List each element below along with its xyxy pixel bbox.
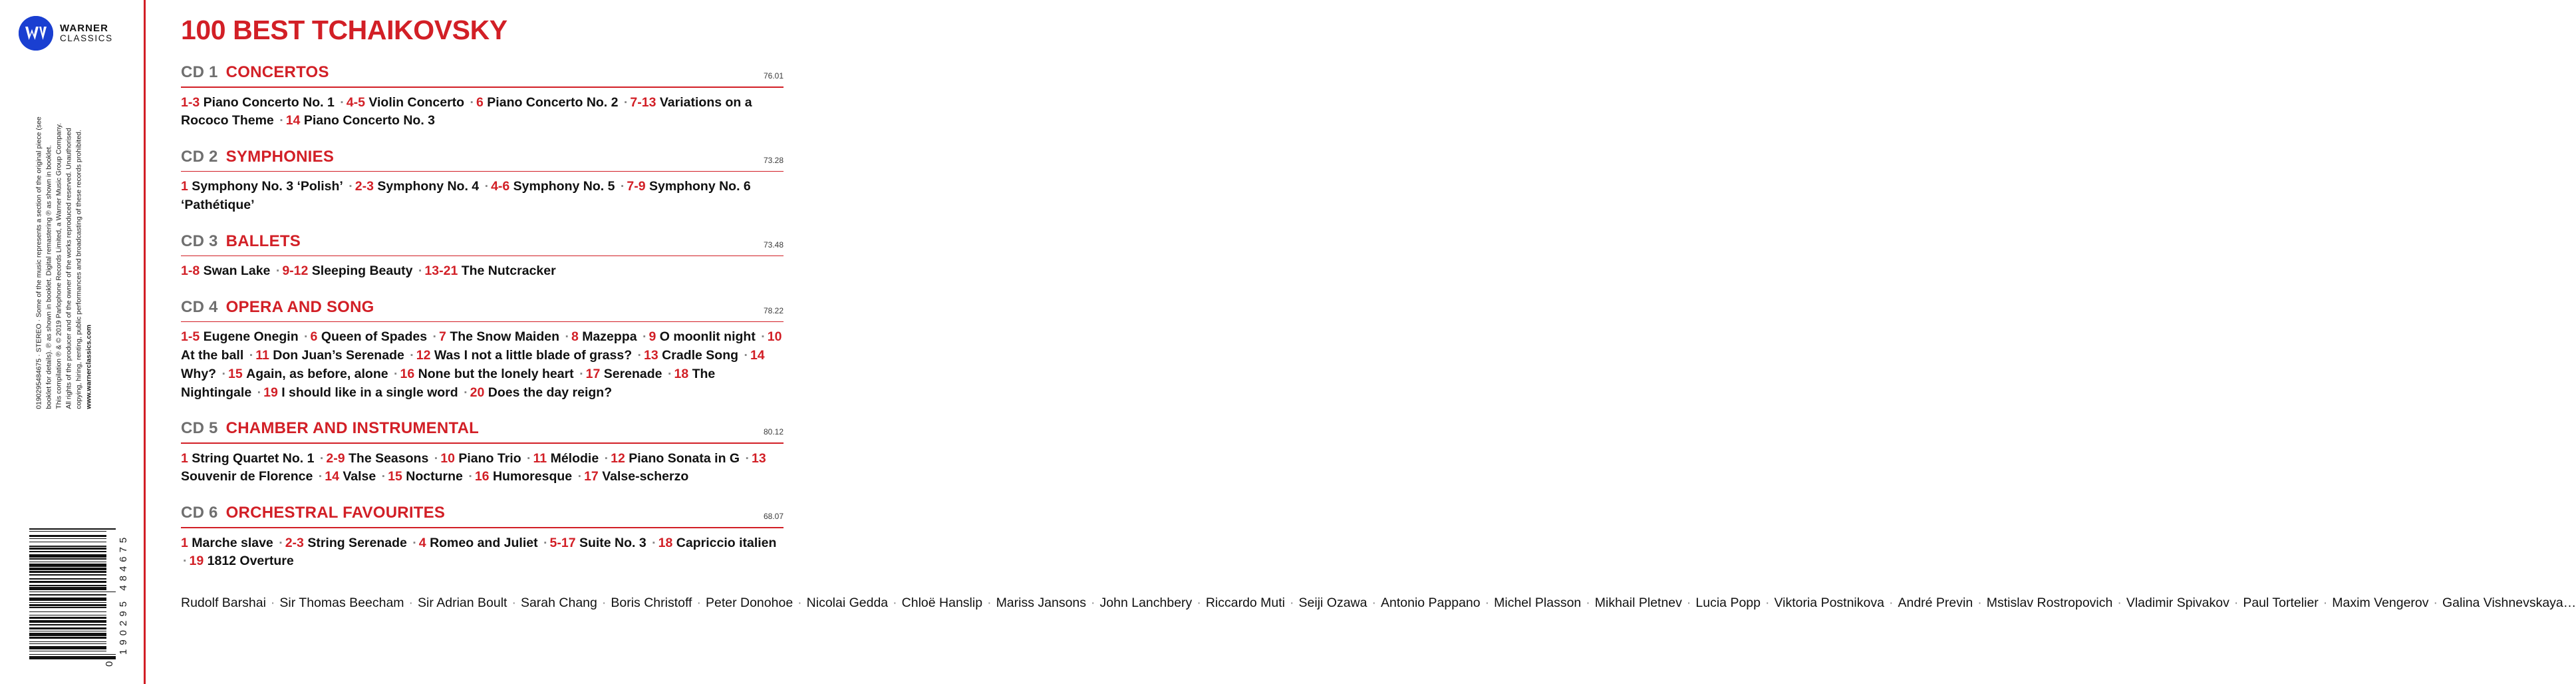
disc-block bbox=[181, 298, 784, 402]
disc-header bbox=[181, 232, 784, 251]
artist-name: Sarah Chang bbox=[520, 595, 597, 610]
track-title: Cradle Song bbox=[662, 348, 739, 363]
track-number: 12 bbox=[416, 348, 431, 363]
disc-duration: 80.12 bbox=[763, 427, 784, 437]
artist-separator: · bbox=[2233, 595, 2239, 610]
disc-rule bbox=[181, 256, 784, 257]
warner-classics-logo bbox=[19, 16, 113, 51]
artist-separator: · bbox=[2433, 595, 2438, 610]
track-title: The Seasons bbox=[349, 450, 429, 466]
track-separator: · bbox=[275, 263, 281, 279]
legal-line-5: copying, hiring, renting, public performances and broadcasting of these records prohibited. bbox=[74, 130, 82, 409]
track-title: I should like in a single word bbox=[281, 385, 458, 400]
website-text: www.warnerclassics.com bbox=[84, 324, 92, 409]
track-number: 4-5 bbox=[346, 94, 365, 110]
disc-name: ORCHESTRAL FAVOURITES bbox=[225, 504, 446, 522]
track-number: 17 bbox=[584, 469, 599, 484]
track-separator: · bbox=[667, 366, 672, 381]
track-title: Symphony No. 4 bbox=[377, 179, 480, 194]
disc-label: CD 4 bbox=[181, 297, 218, 316]
barcode-bars bbox=[29, 526, 116, 659]
artist-name: Riccardo Muti bbox=[1205, 595, 1286, 610]
track-number: 7 bbox=[439, 329, 446, 345]
track-title: Marche slave bbox=[192, 535, 273, 550]
left-rail bbox=[0, 0, 145, 684]
artist-name: Boris Christoff bbox=[611, 595, 692, 610]
artist-name: Lucia Popp bbox=[1695, 595, 1761, 610]
track-number: 15 bbox=[228, 366, 243, 381]
track-separator: · bbox=[470, 94, 475, 110]
track-number: 1-5 bbox=[181, 329, 200, 345]
disc-rule bbox=[181, 527, 784, 528]
track-number: 18 bbox=[658, 535, 673, 550]
artist-separator: · bbox=[1888, 595, 1894, 610]
artist-name: Rudolf Barshai bbox=[181, 595, 266, 610]
track-separator: · bbox=[412, 535, 417, 550]
track-number: 2-3 bbox=[285, 535, 304, 550]
track-separator: · bbox=[652, 535, 656, 550]
track-title: Valse bbox=[343, 469, 376, 484]
artist-name: Peter Donohoe bbox=[705, 595, 793, 610]
track-title: Variations on a Rococo Theme bbox=[181, 94, 752, 128]
track-number: 10 bbox=[767, 329, 782, 345]
barcode-digits: 190295 484675 bbox=[118, 533, 129, 655]
track-title: Humoresque bbox=[492, 469, 573, 484]
artist-name: Nicolai Gedda bbox=[806, 595, 889, 610]
track-paragraph bbox=[181, 534, 784, 571]
track-title: O moonlit night bbox=[659, 329, 756, 345]
track-title: At the ball bbox=[181, 348, 244, 363]
track-title: Mélodie bbox=[550, 450, 599, 466]
artist-name: Mikhail Pletnev bbox=[1594, 595, 1682, 610]
track-title: Mazeppa bbox=[582, 329, 637, 345]
artist-separator: · bbox=[511, 595, 516, 610]
track-separator: · bbox=[468, 469, 473, 484]
artist-separator: · bbox=[408, 595, 414, 610]
disc-header bbox=[181, 298, 784, 317]
track-title: Romeo and Juliet bbox=[430, 535, 538, 550]
track-title: Symphony No. 3 ‘Polish’ bbox=[192, 179, 343, 194]
track-title: Queen of Spades bbox=[321, 329, 428, 345]
track-number: 20 bbox=[470, 385, 485, 400]
track-paragraph bbox=[181, 178, 784, 214]
track-title: Again, as before, alone bbox=[246, 366, 388, 381]
track-number: 4-6 bbox=[491, 179, 510, 194]
track-number: 7-9 bbox=[627, 179, 646, 194]
disc-block bbox=[181, 504, 784, 571]
legal-line-4: All rights of the producer and of the owner of the works reproduced reserved. Unauthorised bbox=[65, 128, 72, 409]
track-separator: · bbox=[381, 469, 386, 484]
warner-w-icon bbox=[19, 16, 53, 51]
artist-name: Galina Vishnevskaya… bbox=[2442, 595, 2576, 610]
artist-separator: · bbox=[1371, 595, 1376, 610]
artist-name: Chloë Hanslip bbox=[901, 595, 983, 610]
track-separator: · bbox=[464, 385, 468, 400]
track-title: The Snow Maiden bbox=[450, 329, 560, 345]
disc-label: CD 5 bbox=[181, 419, 218, 438]
track-separator: · bbox=[183, 554, 188, 569]
barcode-leading-digit: 0 bbox=[104, 661, 115, 667]
track-number: 13-21 bbox=[424, 263, 458, 279]
barcode bbox=[29, 474, 129, 667]
track-title: Serenade bbox=[603, 366, 662, 381]
disc-block bbox=[181, 63, 784, 130]
track-listing bbox=[181, 0, 2576, 684]
artist-name: Michel Plasson bbox=[1494, 595, 1582, 610]
track-separator: · bbox=[340, 94, 345, 110]
track-title: Piano Concerto No. 3 bbox=[303, 113, 436, 128]
legal-text bbox=[34, 50, 93, 409]
track-separator: · bbox=[637, 348, 643, 363]
track-title: Piano Sonata in G bbox=[629, 450, 740, 466]
track-separator: · bbox=[577, 469, 583, 484]
track-separator: · bbox=[221, 366, 226, 381]
track-title: Violin Concerto bbox=[368, 94, 465, 110]
track-number: 11 bbox=[255, 348, 269, 363]
track-separator: · bbox=[761, 329, 766, 345]
track-separator: · bbox=[643, 329, 647, 345]
disc-name: BALLETS bbox=[225, 232, 301, 250]
artist-separator: · bbox=[1686, 595, 1691, 610]
disc-name: SYMPHONIES bbox=[225, 147, 335, 166]
artist-separator: · bbox=[1765, 595, 1770, 610]
track-title: The Nightingale bbox=[181, 366, 716, 400]
track-title: String Serenade bbox=[307, 535, 407, 550]
track-separator: · bbox=[604, 450, 609, 466]
track-title: String Quartet No. 1 bbox=[192, 450, 315, 466]
track-separator: · bbox=[623, 94, 629, 110]
artist-name: Antonio Pappano bbox=[1380, 595, 1481, 610]
artist-separator: · bbox=[1197, 595, 1201, 610]
track-separator: · bbox=[744, 348, 748, 363]
track-separator: · bbox=[418, 263, 423, 279]
track-number: 1-8 bbox=[181, 263, 200, 279]
legal-line-1: 0190295484675 · STEREO · Some of the music represents a section of the original piece (see bbox=[35, 116, 43, 409]
track-separator: · bbox=[484, 179, 490, 194]
track-number: 9 bbox=[648, 329, 656, 345]
track-number: 16 bbox=[400, 366, 415, 381]
track-number: 15 bbox=[388, 469, 402, 484]
artist-name: Paul Tortelier bbox=[2243, 595, 2319, 610]
track-number: 1-3 bbox=[181, 94, 200, 110]
artist-name: André Previn bbox=[1898, 595, 1973, 610]
track-number: 14 bbox=[285, 113, 301, 128]
disc-duration: 73.28 bbox=[763, 155, 784, 165]
legal-line-3: This compilation ℗ & © 2019 Parlophone Records Limited, a Warner Music Group Company. bbox=[55, 122, 63, 409]
track-number: 18 bbox=[674, 366, 689, 381]
artist-separator: · bbox=[2117, 595, 2122, 610]
artist-name: Seiji Ozawa bbox=[1298, 595, 1367, 610]
track-separator: · bbox=[304, 329, 309, 345]
disc-block bbox=[181, 148, 784, 215]
track-title: Suite No. 3 bbox=[579, 535, 646, 550]
disc-header bbox=[181, 148, 784, 166]
disc-duration: 73.48 bbox=[763, 240, 784, 250]
track-paragraph bbox=[181, 328, 784, 402]
track-title: Was I not a little blade of grass? bbox=[434, 348, 633, 363]
track-separator: · bbox=[349, 179, 353, 194]
track-number: 1 bbox=[181, 450, 188, 466]
disc-block bbox=[181, 232, 784, 281]
artist-separator: · bbox=[270, 595, 275, 610]
track-title: Don Juan’s Serenade bbox=[273, 348, 404, 363]
track-title: Sleeping Beauty bbox=[311, 263, 413, 279]
track-title: Nocturne bbox=[406, 469, 463, 484]
artist-separator: · bbox=[1290, 595, 1294, 610]
page-title: 100 BEST TCHAIKOVSKY bbox=[181, 15, 507, 45]
track-title: Piano Concerto No. 2 bbox=[487, 94, 619, 110]
track-number: 17 bbox=[585, 366, 601, 381]
track-separator: · bbox=[279, 113, 284, 128]
track-title: Piano Concerto No. 1 bbox=[203, 94, 335, 110]
disc-header bbox=[181, 419, 784, 438]
track-number: 9-12 bbox=[282, 263, 309, 279]
disc-rule bbox=[181, 321, 784, 323]
disc-list bbox=[181, 63, 784, 571]
track-number: 1 bbox=[181, 179, 188, 194]
track-separator: · bbox=[620, 179, 625, 194]
track-separator: · bbox=[565, 329, 569, 345]
track-separator: · bbox=[279, 535, 283, 550]
disc-rule bbox=[181, 86, 784, 88]
artist-name: Maxim Vengerov bbox=[2332, 595, 2429, 610]
track-title: Why? bbox=[181, 366, 217, 381]
disc-block bbox=[181, 419, 784, 486]
artist-separator: · bbox=[1091, 595, 1095, 610]
track-separator: · bbox=[318, 469, 323, 484]
track-separator: · bbox=[527, 450, 531, 466]
track-separator: · bbox=[319, 450, 325, 466]
disc-header bbox=[181, 504, 784, 522]
track-title: None but the lonely heart bbox=[418, 366, 574, 381]
track-number: 13 bbox=[752, 450, 766, 466]
track-title: Piano Trio bbox=[458, 450, 521, 466]
artist-separator: · bbox=[2323, 595, 2328, 610]
track-title: Symphony No. 5 bbox=[513, 179, 615, 194]
track-number: 16 bbox=[474, 469, 490, 484]
track-number: 14 bbox=[750, 348, 765, 363]
track-paragraph bbox=[181, 450, 784, 486]
vertical-red-divider bbox=[144, 0, 146, 684]
track-title: Valse-scherzo bbox=[602, 469, 689, 484]
track-title: Swan Lake bbox=[203, 263, 271, 279]
artist-list bbox=[181, 594, 2576, 613]
track-title: Souvenir de Florence bbox=[181, 469, 313, 484]
artist-separator: · bbox=[1586, 595, 1590, 610]
artist-separator: · bbox=[893, 595, 897, 610]
track-title: Symphony No. 6 ‘Pathétique’ bbox=[181, 179, 751, 213]
track-number: 14 bbox=[325, 469, 339, 484]
disc-name: CHAMBER AND INSTRUMENTAL bbox=[225, 419, 480, 438]
disc-name: OPERA AND SONG bbox=[225, 297, 374, 316]
artist-name: Vladimir Spivakov bbox=[2126, 595, 2229, 610]
disc-rule bbox=[181, 171, 784, 172]
track-title: 1812 Overture bbox=[207, 554, 294, 569]
track-number: 7-13 bbox=[630, 94, 656, 110]
artist-separator: · bbox=[987, 595, 992, 610]
brand-wordmark bbox=[60, 23, 113, 44]
track-number: 19 bbox=[189, 554, 204, 569]
track-number: 12 bbox=[611, 450, 625, 466]
brand-line-classics: CLASSICS bbox=[60, 33, 113, 43]
track-separator: · bbox=[745, 450, 750, 466]
artist-separator: · bbox=[1485, 595, 1490, 610]
track-number: 6 bbox=[310, 329, 318, 345]
track-number: 2-3 bbox=[355, 179, 374, 194]
track-number: 2-9 bbox=[326, 450, 345, 466]
disc-name: CONCERTOS bbox=[225, 63, 329, 81]
artist-name: Viktoria Postnikova bbox=[1774, 595, 1884, 610]
track-number: 6 bbox=[476, 94, 484, 110]
track-separator: · bbox=[394, 366, 398, 381]
disc-rule bbox=[181, 442, 784, 444]
track-separator: · bbox=[543, 535, 548, 550]
artist-separator: · bbox=[1977, 595, 1982, 610]
disc-duration: 76.01 bbox=[763, 71, 784, 81]
disc-label: CD 1 bbox=[181, 63, 218, 81]
artist-name: Sir Thomas Beecham bbox=[279, 595, 404, 610]
disc-header bbox=[181, 63, 784, 82]
artist-separator: · bbox=[601, 595, 607, 610]
track-number: 11 bbox=[533, 450, 547, 466]
track-separator: · bbox=[257, 385, 262, 400]
track-number: 1 bbox=[181, 535, 188, 550]
track-number: 19 bbox=[263, 385, 278, 400]
legal-line-2: booklet for details). ℗ as shown in booklet. Digital remastering ℗ as shown in booklet. bbox=[45, 145, 53, 409]
track-title: The Nutcracker bbox=[461, 263, 556, 279]
track-separator: · bbox=[432, 329, 438, 345]
track-title: Capriccio italien bbox=[676, 535, 777, 550]
artist-separator: · bbox=[797, 595, 802, 610]
disc-duration: 78.22 bbox=[763, 305, 784, 315]
track-separator: · bbox=[410, 348, 414, 363]
disc-label: CD 2 bbox=[181, 147, 218, 166]
artist-name: Mariss Jansons bbox=[996, 595, 1087, 610]
track-title: Does the day reign? bbox=[488, 385, 613, 400]
track-title: Eugene Onegin bbox=[203, 329, 299, 345]
track-separator: · bbox=[579, 366, 584, 381]
track-separator: · bbox=[249, 348, 254, 363]
track-paragraph bbox=[181, 262, 784, 281]
track-number: 13 bbox=[644, 348, 658, 363]
artist-name: John Lanchbery bbox=[1099, 595, 1193, 610]
track-number: 10 bbox=[440, 450, 455, 466]
track-paragraph bbox=[181, 94, 784, 130]
track-number: 8 bbox=[571, 329, 579, 345]
artist-name: Sir Adrian Boult bbox=[418, 595, 507, 610]
disc-label: CD 3 bbox=[181, 232, 218, 250]
artist-separator: · bbox=[696, 595, 701, 610]
disc-label: CD 6 bbox=[181, 504, 218, 522]
track-separator: · bbox=[434, 450, 439, 466]
brand-line-warner: WARNER bbox=[60, 22, 108, 34]
disc-duration: 68.07 bbox=[763, 512, 784, 522]
track-number: 4 bbox=[418, 535, 426, 550]
track-number: 5-17 bbox=[549, 535, 576, 550]
artist-name: Mstislav Rostropovich bbox=[1986, 595, 2113, 610]
